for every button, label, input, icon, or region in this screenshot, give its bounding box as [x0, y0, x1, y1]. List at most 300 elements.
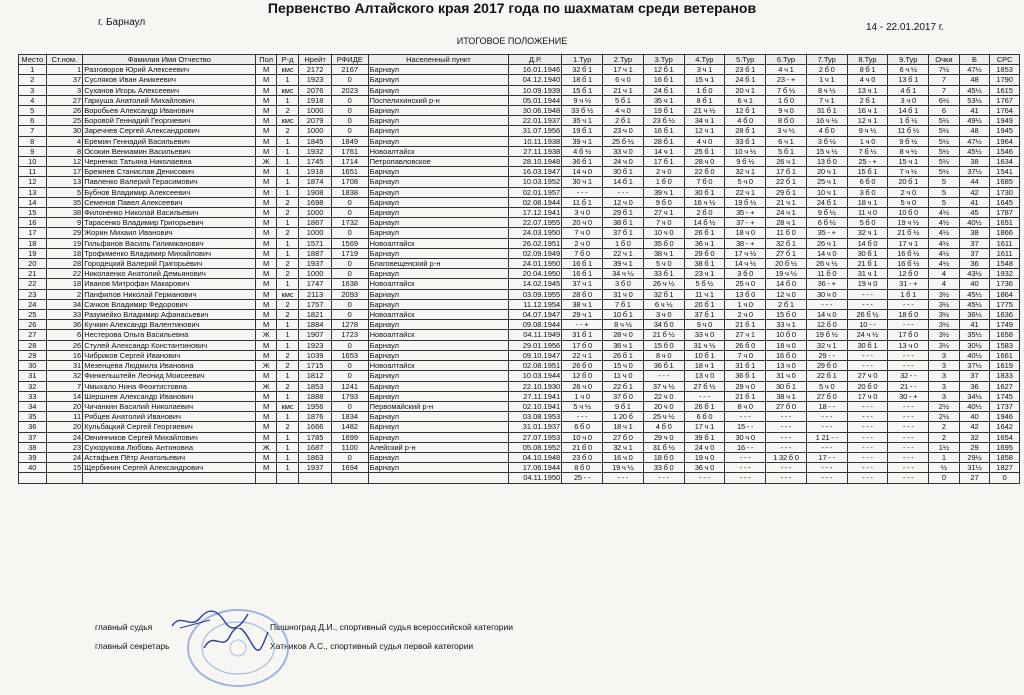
cell-start: 9 [46, 218, 83, 228]
cell-src: 1695 [990, 442, 1020, 452]
cell-tour: 10 ч 0 [643, 228, 684, 238]
cell-b: 37½ [959, 167, 990, 177]
cell-tour: 18 ч 1 [847, 197, 888, 207]
cell-b: 45½ [959, 289, 990, 299]
cell-rank: 2 [276, 361, 298, 371]
cell-place: 35 [19, 412, 47, 422]
cell-tour: 12 ч 0 [766, 289, 807, 299]
cell-city: Барнаул [368, 167, 509, 177]
cell-city: Поспелихинский р-н [368, 95, 509, 105]
cell-pts: 4½ [929, 238, 960, 248]
cell-place: 37 [19, 432, 47, 442]
cell-tour: 3 ч ½ [766, 126, 807, 136]
cell-city: Благовещенский р-н [368, 259, 509, 269]
cell-src: 1645 [990, 197, 1020, 207]
cell-place: 12 [19, 177, 47, 187]
cell-name: Сухорукова Любовь Антоновна [83, 442, 256, 452]
cell-dob: 24.03.1950 [509, 228, 562, 238]
cell-tour: - - - [888, 452, 929, 462]
cell-place: 6 [19, 116, 47, 126]
cell-tour: 14 ч 0 [806, 248, 847, 258]
cell-tour: 22 б 1 [766, 177, 807, 187]
secretary-name: Хатников А.С., спортивный судья первой категории [270, 641, 474, 651]
cell-tour: 28 ч 1 [766, 218, 807, 228]
cell-tour: 2 ч 0 [643, 167, 684, 177]
cell-tour: 6 б 0 [562, 422, 603, 432]
cell-tour: - - - [888, 463, 929, 473]
cell-tour: 9 б ½ [888, 136, 929, 146]
cell-tour: 13 б 0 [725, 289, 766, 299]
cell-rank: 2 [276, 381, 298, 391]
cell-sex: М [256, 146, 276, 156]
judge-line [95, 622, 513, 632]
cell-tour: - - - [806, 463, 847, 473]
cell-name: Заречнев Сергей Александрович [83, 126, 256, 136]
cell-tour: 20 б 0 [847, 381, 888, 391]
table-row [19, 238, 1020, 248]
cell-tour: 33 ч 0 [684, 330, 725, 340]
cell-rfide: 2093 [331, 289, 368, 299]
cell-tour: 8 ч ½ [603, 320, 644, 330]
cell-tour: 3 ч 0 [562, 208, 603, 218]
cell-tour: 26 б 0 [725, 340, 766, 350]
cell-tour: - - - [847, 452, 888, 462]
cell-name: Шершнев Александр Иванович [83, 391, 256, 401]
cell-b: 36½ [959, 310, 990, 320]
cell-place: 20 [19, 259, 47, 269]
table-row [19, 75, 1020, 85]
cell-tour: 25 б 1 [684, 146, 725, 156]
cell-sex: М [256, 340, 276, 350]
cell-start: 30 [46, 126, 83, 136]
cell-tour: 6 б 0 [847, 177, 888, 187]
cell-tour: 1 б 0 [603, 238, 644, 248]
cell-rfide: 1653 [331, 350, 368, 360]
dates-label: 14 - 22.01.2017 г. [865, 22, 944, 33]
cell-tour: - - - [847, 442, 888, 452]
cell-tour: 16 - - [725, 442, 766, 452]
cell-tour: 15 - - [725, 422, 766, 432]
cell-rank: кмс [276, 401, 298, 411]
cell-name: Еремин Геннадий Васильевич [83, 136, 256, 146]
cell-rfide: 0 [331, 340, 368, 350]
cell-tour: 28 б 0 [562, 289, 603, 299]
cell-tour: 32 ч 1 [847, 228, 888, 238]
cell-city: Барнаул [368, 126, 509, 136]
cell-nrat: 1812 [299, 371, 332, 381]
cell-tour: 29 б 0 [684, 248, 725, 258]
cell-tour: 25 б ½ [603, 136, 644, 146]
cell-tour: - - - [888, 442, 929, 452]
cell-tour: 24 ч ½ [847, 330, 888, 340]
cell-rfide: 1723 [331, 330, 368, 340]
cell-place: 36 [19, 422, 47, 432]
cell-nrat: 1932 [299, 146, 332, 156]
cell-tour: - - - [766, 432, 807, 442]
column-header: СРС [990, 55, 1020, 65]
cell-tour: 37 ч ½ [643, 381, 684, 391]
cell-rfide: 1838 [331, 187, 368, 197]
cell-name: Чибриков Сергей Иванович [83, 350, 256, 360]
cell-tour: 7 ч ½ [888, 167, 929, 177]
cell-rfide: 0 [331, 228, 368, 238]
cell-pts: 4½ [929, 218, 960, 228]
table-row [19, 473, 1020, 483]
cell-place: 32 [19, 381, 47, 391]
cell-rank: 1 [276, 442, 298, 452]
cell-dob: 17.12.1941 [509, 208, 562, 218]
cell-tour: - - - [643, 371, 684, 381]
cell-tour: 12 ч 1 [847, 116, 888, 126]
cell-tour: 36 б 1 [562, 157, 603, 167]
cell-start: 3 [46, 85, 83, 95]
cell-city: Барнаул [368, 218, 509, 228]
cell-tour: 5 ч 0 [725, 177, 766, 187]
cell-tour: 3 ч 0 [888, 95, 929, 105]
cell-start: 34 [46, 299, 83, 309]
cell-src: 1764 [990, 106, 1020, 116]
cell-sex: М [256, 197, 276, 207]
cell-city: Барнаул [368, 299, 509, 309]
cell-rank: 2 [276, 197, 298, 207]
cell-tour: 8 ч ½ [806, 85, 847, 95]
cell-tour: 26 ч ½ [806, 259, 847, 269]
cell-dob: 10.03.1944 [509, 371, 562, 381]
cell-tour: 16 б 1 [643, 126, 684, 136]
table-row [19, 116, 1020, 126]
cell-place: 5 [19, 106, 47, 116]
cell-tour: 24 ч 0 [684, 442, 725, 452]
cell-sex: М [256, 75, 276, 85]
cell-src: 1615 [990, 85, 1020, 95]
cell-place: 16 [19, 218, 47, 228]
cell-tour: 21 б 1 [725, 320, 766, 330]
table-row [19, 167, 1020, 177]
judge-role: главный судья [95, 622, 153, 632]
cell-tour: 33 б 1 [725, 136, 766, 146]
cell-b: 32 [959, 432, 990, 442]
table-row [19, 279, 1020, 289]
cell-rank: 1 [276, 432, 298, 442]
cell-b: 45½ [959, 299, 990, 309]
cell-city: Барнаул [368, 228, 509, 238]
cell-rfide: 2167 [331, 65, 368, 75]
cell-src: 1685 [990, 177, 1020, 187]
column-header: 7.Тур [806, 55, 847, 65]
cell-b: 43½ [959, 269, 990, 279]
cell-rfide: 0 [331, 116, 368, 126]
cell-nrat: 1698 [299, 197, 332, 207]
cell-rank: 1 [276, 146, 298, 156]
table-row [19, 310, 1020, 320]
column-header: Фамилия Имя Отчество [83, 55, 256, 65]
cell-tour: 25 ч 1 [806, 177, 847, 187]
cell-tour: - - - [888, 299, 929, 309]
cell-tour: 20 б 1 [684, 299, 725, 309]
cell-tour: 10 б 0 [888, 208, 929, 218]
cell-name: Рябцев Анатолий Иванович [83, 412, 256, 422]
cell-pts: 7 [929, 75, 960, 85]
cell-tour: 15 б 1 [847, 167, 888, 177]
cell-name: Воробьев Александр Иванович [83, 106, 256, 116]
cell-tour: 32 ч 1 [603, 442, 644, 452]
cell-rank: 2 [276, 350, 298, 360]
secretary-signature-icon [200, 628, 270, 653]
column-header: 6.Тур [766, 55, 807, 65]
cell-rfide: 0 [331, 361, 368, 371]
table-row [19, 177, 1020, 187]
cell-tour: - - - [888, 473, 929, 483]
table-row [19, 452, 1020, 462]
cell-nrat: 1571 [299, 238, 332, 248]
cell-tour: 20 ч 0 [562, 218, 603, 228]
cell-tour: 27 б 1 [766, 248, 807, 258]
table-row [19, 350, 1020, 360]
cell-start: 35 [46, 197, 83, 207]
cell-tour: 15 б 0 [643, 340, 684, 350]
cell-tour: 8 б 0 [766, 116, 807, 126]
cell-tour: 36 ч 1 [684, 238, 725, 248]
cell-place: 2 [19, 75, 47, 85]
cell-tour: - - - [847, 350, 888, 360]
table-row [19, 381, 1020, 391]
cell-tour: 2 б 1 [847, 95, 888, 105]
cell-rank: 1 [276, 412, 298, 422]
cell-name: Нестерова Ольга Васильевна [83, 330, 256, 340]
cell-city: Новоалтайск [368, 279, 509, 289]
cell-sex [256, 473, 276, 483]
table-row [19, 330, 1020, 340]
cell-nrat: 1937 [299, 463, 332, 473]
cell-tour: 16 б ½ [888, 259, 929, 269]
cell-place: 17 [19, 228, 47, 238]
cell-nrat: 1874 [299, 177, 332, 187]
cell-tour: 6 ч ½ [643, 299, 684, 309]
cell-src: 1548 [990, 259, 1020, 269]
cell-tour: 15 ч 1 [684, 75, 725, 85]
cell-tour: 24 б 1 [725, 75, 766, 85]
table-row [19, 391, 1020, 401]
cell-rank: кмс [276, 289, 298, 299]
cell-tour: 26 б 1 [684, 401, 725, 411]
cell-dob: 02.10.1941 [509, 401, 562, 411]
cell-pts: 3 [929, 391, 960, 401]
cell-nrat: 1757 [299, 299, 332, 309]
cell-rfide: 0 [331, 259, 368, 269]
cell-tour: 19 б ½ [806, 330, 847, 340]
cell-place: 27 [19, 330, 47, 340]
cell-start: 15 [46, 463, 83, 473]
cell-src: 1790 [990, 75, 1020, 85]
cell-tour: 19 ч 0 [684, 452, 725, 462]
cell-tour: 29 ч 1 [562, 310, 603, 320]
cell-tour: 3 ч 0 [643, 310, 684, 320]
final-standings-heading: ИТОГОВОЕ ПОЛОЖЕНИЕ [456, 36, 568, 46]
cell-tour: 24 ч 0 [603, 157, 644, 167]
cell-tour: - - - [847, 412, 888, 422]
cell-b: 40½ [959, 401, 990, 411]
cell-name: Суханов Игорь Алексеевич [83, 85, 256, 95]
table-row [19, 463, 1020, 473]
cell-city: Барнаул [368, 452, 509, 462]
cell-sex: М [256, 65, 276, 75]
cell-start: 38 [46, 208, 83, 218]
table-row [19, 412, 1020, 422]
cell-nrat: 1867 [299, 218, 332, 228]
cell-tour: 14 б 0 [847, 238, 888, 248]
cell-name: Николаенко Анатолий Демьянович [83, 269, 256, 279]
cell-tour: 27 ч 0 [847, 371, 888, 381]
cell-nrat: 1747 [299, 279, 332, 289]
cell-tour: 20 б ½ [766, 259, 807, 269]
table-row [19, 65, 1020, 75]
cell-tour: 21 б 0 [562, 442, 603, 452]
cell-tour: 16 ч ½ [684, 197, 725, 207]
cell-src: 1853 [990, 65, 1020, 75]
cell-sex: Ж [256, 361, 276, 371]
cell-sex: М [256, 371, 276, 381]
column-header: Д.Р. [509, 55, 562, 65]
cell-rank: 2 [276, 208, 298, 218]
cell-tour: 26 ч ½ [643, 279, 684, 289]
cell-place: 38 [19, 442, 47, 452]
cell-place: 21 [19, 269, 47, 279]
cell-dob: 22.07.1955 [509, 218, 562, 228]
cell-sex: Ж [256, 157, 276, 167]
cell-place: 7 [19, 126, 47, 136]
cell-tour: 2 б 0 [684, 208, 725, 218]
cell-dob: 17.06.1944 [509, 463, 562, 473]
cell-tour: 33 б ½ [562, 106, 603, 116]
cell-rank: 1 [276, 452, 298, 462]
table-row [19, 401, 1020, 411]
cell-tour: 11 б ½ [888, 126, 929, 136]
table-row [19, 320, 1020, 330]
cell-tour: 15 ч ½ [806, 146, 847, 156]
cell-tour: 17 ч 0 [847, 391, 888, 401]
cell-name: Кульбацкий Сергей Георгиевич [83, 422, 256, 432]
cell-tour: 21 ч 1 [766, 197, 807, 207]
cell-city: Новоалтайск [368, 310, 509, 320]
cell-sex: М [256, 432, 276, 442]
cell-dob: 24.01.1950 [509, 259, 562, 269]
cell-sex: М [256, 177, 276, 187]
cell-start: 24 [46, 432, 83, 442]
cell-rank: 1 [276, 340, 298, 350]
cell-b: 27 [959, 473, 990, 483]
cell-city: Барнаул [368, 422, 509, 432]
column-header: Б [959, 55, 990, 65]
cell-tour: 11 б 0 [766, 228, 807, 238]
cell-rfide: 1699 [331, 432, 368, 442]
cell-start [46, 473, 83, 483]
cell-src: 1546 [990, 146, 1020, 156]
cell-tour: 37 б 1 [603, 228, 644, 238]
cell-tour: 12 б 0 [888, 269, 929, 279]
cell-rank: 1 [276, 187, 298, 197]
cell-tour: 9 ч 0 [684, 320, 725, 330]
cell-place: 22 [19, 279, 47, 289]
cell-pts: 2 [929, 422, 960, 432]
cell-pts: 5½ [929, 136, 960, 146]
cell-src: 1787 [990, 208, 1020, 218]
cell-start: 24 [46, 452, 83, 462]
table-row [19, 218, 1020, 228]
cell-place: 31 [19, 371, 47, 381]
cell-pts: 5½ [929, 157, 960, 167]
cell-tour: 8 б 1 [847, 65, 888, 75]
cell-tour: 17 б 1 [766, 167, 807, 177]
cell-src: 1945 [990, 126, 1020, 136]
cell-tour: 2 ч 0 [562, 238, 603, 248]
cell-tour: 7 б ½ [847, 146, 888, 156]
cell-sex: М [256, 452, 276, 462]
cell-tour: 2 ч 0 [888, 187, 929, 197]
cell-city: Барнаул [368, 371, 509, 381]
cell-city: Новоалтайск [368, 146, 509, 156]
table-row [19, 146, 1020, 156]
cell-rfide [331, 473, 368, 483]
cell-b: 36 [959, 259, 990, 269]
cell-sex: М [256, 238, 276, 248]
cell-name: Панфилов Николай Германович [83, 289, 256, 299]
cell-rfide: 1241 [331, 381, 368, 391]
cell-tour: 19 б ½ [725, 197, 766, 207]
cell-tour: - - - [684, 473, 725, 483]
cell-src: 1651 [990, 218, 1020, 228]
cell-start: 17 [46, 167, 83, 177]
cell-tour: - - - [888, 320, 929, 330]
cell-rfide: 1849 [331, 136, 368, 146]
cell-src: 1658 [990, 330, 1020, 340]
table-row [19, 208, 1020, 218]
cell-rank: кмс [276, 85, 298, 95]
cell-tour: 25 ч 0 [725, 279, 766, 289]
table-row [19, 442, 1020, 452]
cell-tour: - - - [603, 473, 644, 483]
cell-tour: 2 б 0 [806, 65, 847, 75]
cell-tour: 25 - - [562, 473, 603, 483]
cell-sex: М [256, 279, 276, 289]
cell-tour: 38 б 1 [603, 218, 644, 228]
cell-nrat: 1923 [299, 340, 332, 350]
cell-name: Чичанкин Василий Николаевич [83, 401, 256, 411]
table-row [19, 197, 1020, 207]
cell-tour: 11 ч 0 [847, 208, 888, 218]
cell-tour: 31 - + [888, 279, 929, 289]
column-header: 8.Тур [847, 55, 888, 65]
cell-name: Павленко Валерий Герасимович [83, 177, 256, 187]
cell-tour: 9 ч ½ [562, 95, 603, 105]
cell-pts: 3½ [929, 320, 960, 330]
cell-dob: 04.10.1948 [509, 452, 562, 462]
cell-name: Разговоров Юрий Алексеевич [83, 65, 256, 75]
cell-start: 29 [46, 228, 83, 238]
cell-b: 29 [959, 442, 990, 452]
cell-place: 40 [19, 463, 47, 473]
cell-tour: 29 б 0 [806, 361, 847, 371]
cell-tour: 8 б 0 [562, 463, 603, 473]
cell-place: 9 [19, 146, 47, 156]
cell-tour: 22 б 1 [806, 371, 847, 381]
cell-dob: 02.08.1951 [509, 361, 562, 371]
cell-tour: 35 ч 1 [562, 116, 603, 126]
cell-tour: 29 ч 0 [725, 381, 766, 391]
cell-tour: 12 б 1 [643, 65, 684, 75]
cell-tour: 27 б 0 [603, 432, 644, 442]
cell-rfide: 1638 [331, 279, 368, 289]
cell-name: Боровой Геннадий Георгиевич [83, 116, 256, 126]
